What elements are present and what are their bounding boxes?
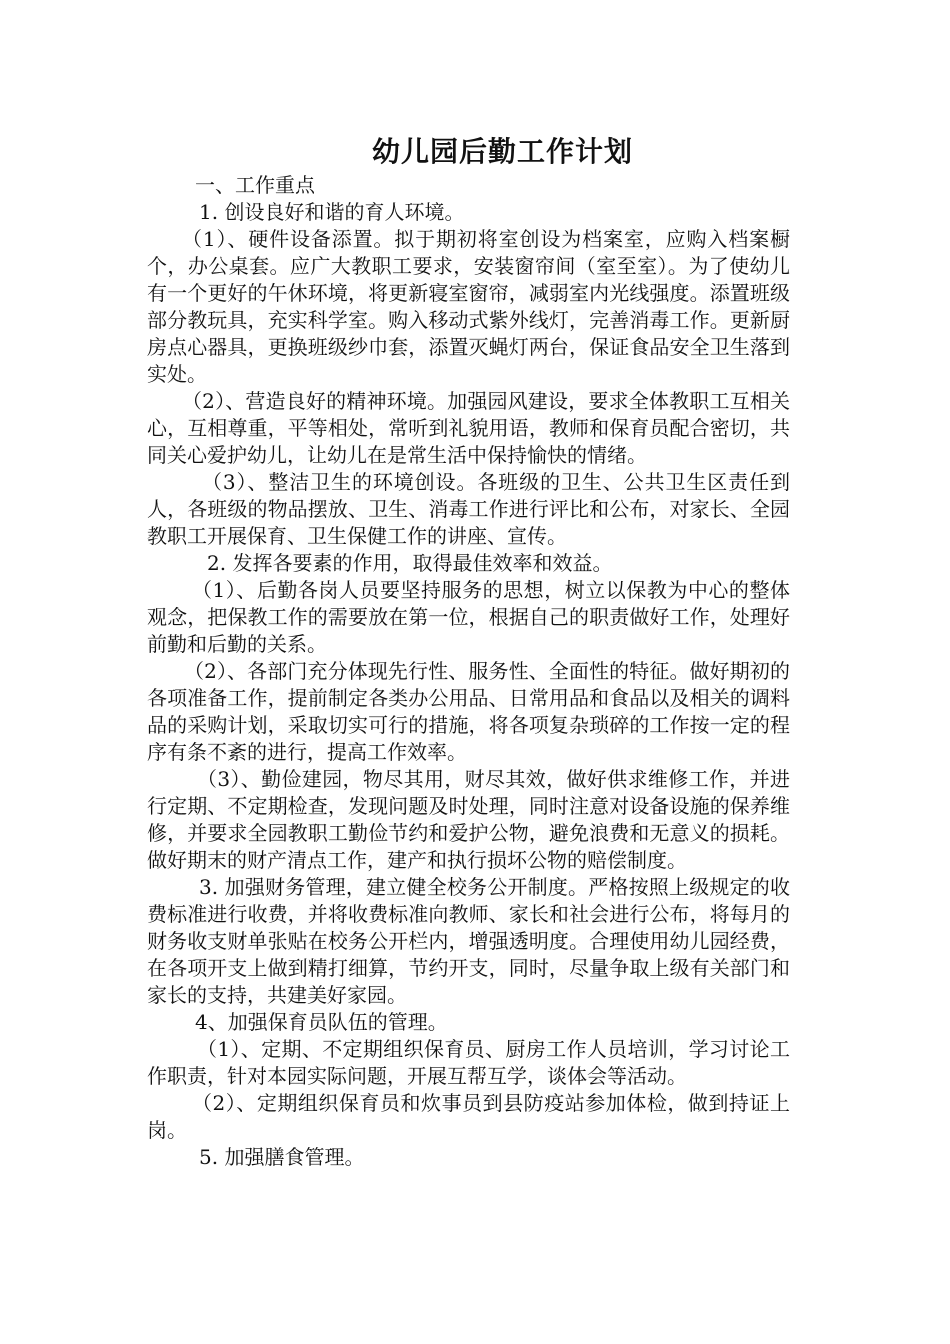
item1-sub1-paragraph: （1）、硬件设备添置。拟于期初将室创设为档案室，应购入档案橱个，办公桌套。应广大教职工要求，安装窗帘间（室至室）。为了使幼儿有一个更好的午休环境，将更新寝室窗帘，减弱室内光线强度。添置班级部分教玩具，充实科学室。购入移动式紫外线灯，完善消毒工作。更新厨房点心器具，更换班级纱巾套，添置灭蝇灯两台，保证食品安全卫生落到实处。 xyxy=(147,227,790,386)
item2-heading: 2. 发挥各要素的作用，取得最佳效率和效益。 xyxy=(207,551,613,575)
item4-sub1-paragraph: （1）、定期、不定期组织保育员、厨房工作人员培训，学习讨论工作职责，针对本园实际问题，开展互帮互学，谈体会等活动。 xyxy=(147,1037,790,1088)
item2-sub3-paragraph: （3）、勤俭建园，物尽其用，财尽其效，做好供求维修工作，并进行定期、不定期检查，发现问题及时处理，同时注意对设备设施的保养维修，并要求全园教职工勤俭节约和爱护公物，避免浪费和无意义的损耗。做好期末的财产清点工作，建产和执行损坏公物的赔偿制度。 xyxy=(147,767,790,872)
item4-sub2-paragraph: （2）、定期组织保育员和炊事员到县防疫站参加体检，做到持证上岗。 xyxy=(147,1091,790,1142)
document-body xyxy=(147,172,790,1171)
item1-sub2-paragraph: （2）、营造良好的精神环境。加强园风建设，要求全体教职工互相关心，互相尊重，平等相处，常听到礼貌用语，教师和保育员配合密切，共同关心爱护幼儿，让幼儿在是常生活中保持愉快的情绪。 xyxy=(147,389,790,467)
item4-heading: 4、加强保育员队伍的管理。 xyxy=(195,1010,448,1034)
document-title: 幼儿园后勤工作计划 xyxy=(371,135,633,168)
item2-sub2-paragraph: （2）、各部门充分体现先行性、服务性、全面性的特征。做好期初的各项准备工作，提前制定各类办公用品、日常用品和食品以及相关的调料品的采购计划，采取切实可行的措施，将各项复杂琐碎的工作按一定的程序有条不紊的进行，提高工作效率。 xyxy=(147,659,790,764)
section-heading: 一、工作重点 xyxy=(195,173,315,197)
item1-heading: 1. 创设良好和谐的育人环境。 xyxy=(199,200,465,224)
item5-heading: 5. 加强膳食管理。 xyxy=(199,1145,365,1169)
item1-sub3-paragraph: （3）、整洁卫生的环境创设。各班级的卫生、公共卫生区责任到人，各班级的物品摆放、卫生、消毒工作进行评比和公布，对家长、全园教职工开展保育、卫生保健工作的讲座、宣传。 xyxy=(147,470,790,548)
item3-paragraph: 3. 加强财务管理，建立健全校务公开制度。严格按照上级规定的收费标准进行收费，并将收费标准向教师、家长和社会进行公布，将每月的财务收支财单张贴在校务公开栏内，增强透明度。合理使用幼儿园经费，在各项开支上做到精打细算，节约开支，同时，尽量争取上级有关部门和家长的支持，共建美好家园。 xyxy=(147,875,790,1007)
item2-sub1-paragraph: （1）、后勤各岗人员要坚持服务的思想，树立以保教为中心的整体观念，把保教工作的需要放在第一位，根据自己的职责做好工作，处理好前勤和后勤的关系。 xyxy=(147,578,790,656)
